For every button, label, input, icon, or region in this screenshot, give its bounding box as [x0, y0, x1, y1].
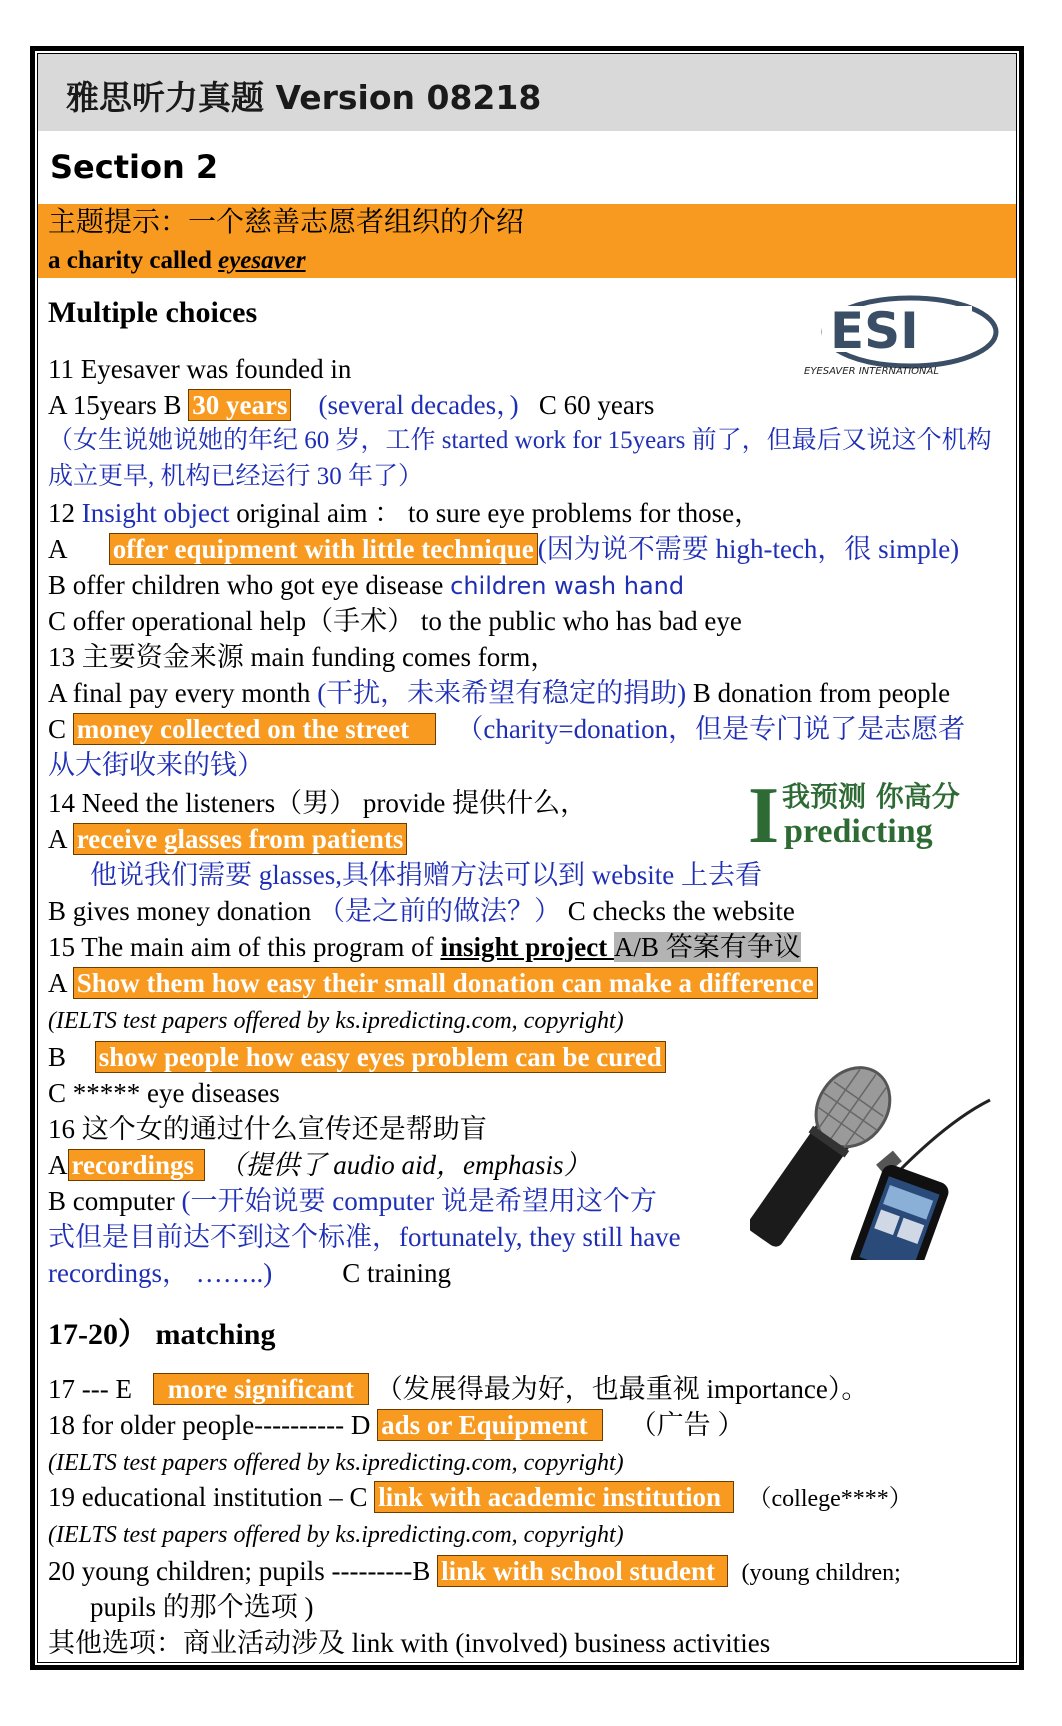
topic-charity-name: eyesaver [218, 247, 306, 274]
esi-logo-text: ESI [830, 302, 919, 360]
q16-a-label: A [48, 1150, 68, 1180]
q11-c: C 60 years [538, 390, 655, 420]
q15-a-label: A [48, 968, 73, 998]
matching-copyright-1: (IELTS test papers offered by ks.ipredicting.com, copyright) [48, 1450, 624, 1476]
q12-answer: offer equipment with little technique [109, 533, 538, 565]
topic-hint: 主题提示：一个慈善志愿者组织的介绍 [48, 207, 525, 238]
q14-c-text: C checks the website [560, 896, 795, 926]
section-title: Section 2 [50, 148, 219, 186]
q19-note: （college****） [747, 1486, 913, 1512]
q12-a-label: A [48, 534, 73, 564]
q20 [48, 1554, 901, 1590]
q16-b-note-3: recordings， ……..) [48, 1258, 273, 1288]
ipredicting-logo [748, 770, 966, 852]
q17-answer: more significant [153, 1373, 369, 1405]
q14-a-label: A [48, 824, 73, 854]
q16-c [48, 1256, 451, 1290]
q19-answer: link with academic institution [374, 1481, 734, 1513]
q13-a-text: A final pay every month [48, 678, 318, 708]
q14-a [48, 822, 407, 856]
q14-bc [48, 894, 795, 928]
eyesaver-logo [800, 292, 1000, 382]
q13-a [48, 676, 950, 710]
q17-note: （发展得最为好，也最重视 importance）。 [375, 1374, 869, 1404]
q18 [48, 1408, 744, 1442]
q12-b-text: B offer children who got eye disease [48, 570, 451, 600]
q11-note-1: （女生说她说她的年纪 60 岁，工作 started work for 15years 前了，但最后又说这个机构 [48, 427, 992, 454]
q17 [48, 1372, 868, 1406]
q15-answer-b: show people how easy eyes problem can be cured [95, 1041, 666, 1073]
q13-b-text: B donation from people [686, 678, 951, 708]
q12-b [48, 568, 684, 603]
matching-heading: 17-20） matching [48, 1318, 276, 1351]
q14-b-note: （是之前的做法？） [317, 896, 561, 926]
q13-answer: money collected on the street [73, 713, 436, 745]
microphone-phone-image [750, 1060, 1002, 1260]
q16-b [48, 1184, 657, 1218]
mc-heading: Multiple choices [48, 296, 258, 329]
q15-stem [48, 930, 801, 964]
q15-project: insight project [440, 932, 614, 962]
q15-b-label: B [48, 1042, 73, 1072]
q14-stem: 14 Need the listeners（男） provide 提供什么， [48, 788, 588, 818]
q11-answer: 30 years [188, 389, 291, 421]
q12-num: 12 [48, 498, 82, 528]
q15-dispute: A/B 答案有争议 [613, 932, 801, 962]
q17-prefix: 17 --- E [48, 1374, 139, 1404]
q18-prefix: 18 for older people---------- D [48, 1410, 378, 1440]
q13-c [48, 712, 965, 746]
q16-answer: recordings [68, 1149, 206, 1181]
q11-b-note: (several decades，) [318, 390, 519, 420]
esi-logo-subtext: EYESAVER INTERNATIONAL [804, 366, 939, 377]
q13-c-note: （charity=donation，但是专门说了是志愿者 [456, 714, 966, 744]
q16-b-note-1: (一开始说要 computer 说是希望用这个方 [181, 1186, 657, 1216]
q15-c: C ***** eye diseases [48, 1078, 280, 1108]
q12-stem [48, 496, 761, 530]
q16-a [48, 1148, 591, 1182]
topic-prefix: a charity called [48, 247, 219, 274]
q16-c-text: C training [342, 1258, 451, 1288]
q20-continuation: pupils 的那个选项 ) [90, 1592, 314, 1622]
q13-a-note: (干扰，未来希望有稳定的捐助) [317, 678, 687, 708]
q15-stem-text: 15 The main aim of this program of [48, 932, 441, 962]
q15-b [48, 1040, 666, 1074]
q19-prefix: 19 educational institution – C [48, 1482, 375, 1512]
q18-answer: ads or Equipment [377, 1409, 603, 1441]
q12-insight: Insight object [81, 498, 230, 528]
q11-note-2: 成立更早, 机构已经运行 30 年了） [48, 463, 424, 490]
q20-note: (young children; [741, 1560, 901, 1586]
q16-b-note-2: 式但是目前达不到这个标准，fortunately, they still have [48, 1222, 681, 1252]
q14-answer: receive glasses from patients [73, 823, 408, 855]
ip-logo-en: predicting [784, 813, 933, 850]
q12-stem-text: original aim ： to sure eye problems for those， [229, 498, 762, 528]
q19 [48, 1480, 913, 1516]
q15-a [48, 966, 818, 1000]
q16-b-text: B computer [48, 1186, 182, 1216]
ip-logo-cn: 我预测 你高分 [782, 780, 960, 813]
q13-c-note-2: 从大街收来的钱） [48, 750, 264, 780]
q16-stem: 16 这个女的通过什么宣传还是帮助盲 [48, 1114, 487, 1144]
q11-options [48, 388, 654, 422]
q15-answer-a: Show them how easy their small donation can make a difference [73, 967, 818, 999]
q13-c-label: C [48, 714, 73, 744]
q13-stem: 13 主要资金来源 main funding comes form， [48, 642, 558, 672]
other-options: 其他选项：商业活动涉及 link with (involved) business activities [48, 1628, 771, 1658]
q20-prefix: 20 young children; pupils ---------B [48, 1556, 438, 1586]
q11-a: A 15years B [48, 390, 189, 420]
q12-a [48, 532, 959, 566]
q18-note: （广告 ） [629, 1410, 745, 1440]
ip-logo-letter: I [748, 772, 780, 852]
matching-copyright-2: (IELTS test papers offered by ks.ipredicting.com, copyright) [48, 1522, 624, 1548]
q14-b-text: B gives money donation [48, 896, 318, 926]
q12-b-note: children wash hand [450, 572, 685, 600]
topic-line [48, 244, 306, 278]
page-title: 雅思听力真题 Version 08218 [66, 78, 542, 117]
q12-c: C offer operational help（手术） to the public who has bad eye [48, 606, 742, 636]
q20-answer: link with school student [437, 1555, 728, 1587]
q12-a-note: (因为说不需要 high-tech，很 simple) [537, 534, 960, 564]
q16-a-note: （提供了 audio aid，emphasis） [218, 1150, 591, 1180]
q14-a-note: 他说我们需要 glasses,具体捐赠方法可以到 website 上去看 [90, 860, 762, 890]
q15-copyright: (IELTS test papers offered by ks.ipredicting.com, copyright) [48, 1008, 624, 1034]
q11-stem: 11 Eyesaver was founded in [48, 354, 352, 384]
